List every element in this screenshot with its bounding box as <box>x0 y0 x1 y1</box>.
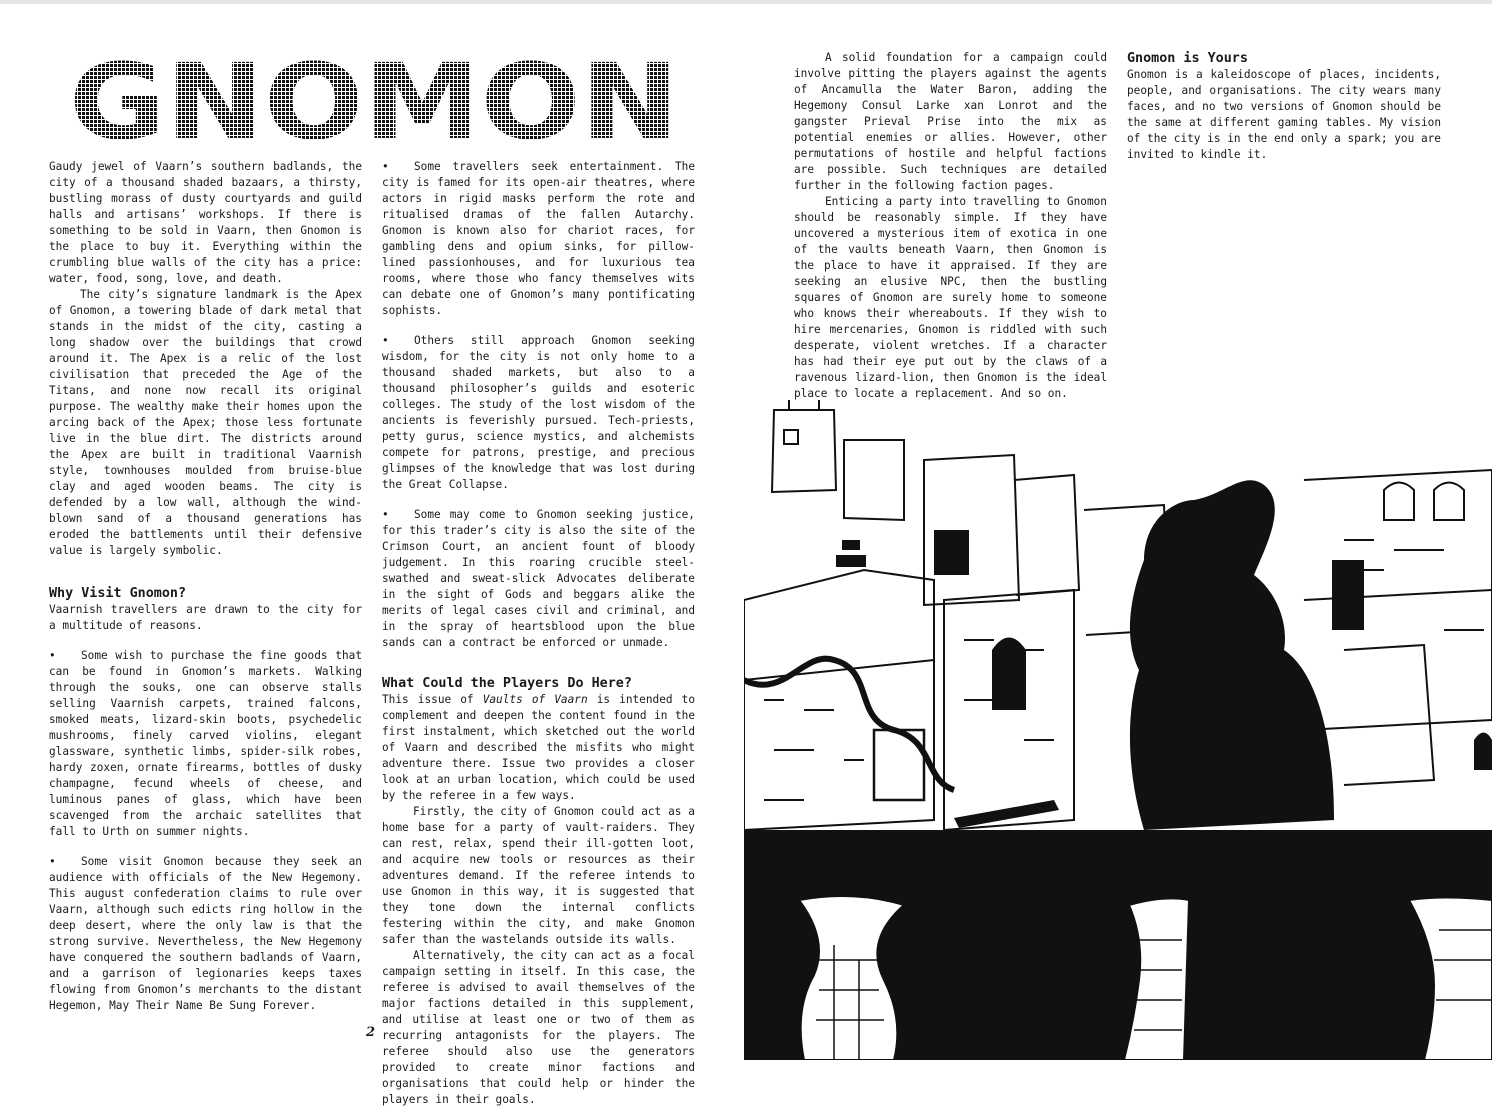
column-2 <box>382 159 695 1108</box>
bullet-item <box>382 333 695 493</box>
bullet-item <box>49 854 362 1014</box>
intro-paragraph-2: The city’s signature landmark is the Apex of Gnomon, a towering blade of dark metal that stands in the midst of the city, casting a long shadow over the buildings that crowd around it. The Apex is a relic of the lost civilisation that preceded the Age of the Titans, and none now recall its original purpose. The wealthy make their homes upon the arcing back of the Apex; those less fortunate live in the blue dirt. The districts around the Apex are built in traditional Vaarnish style, townhouses moulded from bruise-blue clay and aged wooden beams. The city is defended by a low wall, although the wind-blown sand of a thousand generations has eroded the battlements until their defensive value is largely symbolic. <box>49 288 362 557</box>
players-paragraph-5: Enticing a party into travelling to Gnomon should be reasonably simple. If they have uncovered a mysterious item of exotica in one of the vaults beneath Vaarn, then Gnomon is the place to have it appraised. If they are seeking an elusive NPC, then the bustling squares of Gnomon are surely home to someone who knows their whereabouts. If they wish to hire mercenaries, Gnomon is riddled with such desperate, violent wretches. If a character has had their eye put out by the claws of a ravenous lizard-lion, then Gnomon is the ideal place to locate a replacement. And so on. <box>794 195 1107 400</box>
players-paragraph-1 <box>382 692 695 804</box>
bullet-item <box>382 507 695 651</box>
bullet-icon: • <box>382 334 389 347</box>
column-4 <box>1127 50 1441 163</box>
bullet-text: Some may come to Gnomon seeking justice, for this trader’s city is also the site of the Crimson Court, an ancient fount of bloody judgement. In this roaring crucible steel-swathed and sweat-slick Advocates deliberate in the sight of Gods and beggars alike the merits of legal cases civil and criminal, and in the spray of heartsblood upon the blue sands can a contract be enforced or unmade. <box>382 508 695 649</box>
bullet-item <box>49 648 362 840</box>
why-visit-heading: Why Visit Gnomon? <box>49 586 187 601</box>
top-border <box>0 0 1492 4</box>
players-paragraph-3: Alternatively, the city can act as a focal campaign setting in itself. In this case, the referee is advised to avail themselves of the major factions detailed in this supplement, and utilise at least one or two of them as recurring antagonists for the players. The referee should also use the generators provided to create minor factions and organisations that could help or hinder the players in their goals. <box>382 949 695 1106</box>
city-scene-drawing <box>744 400 1492 1060</box>
title-graphic <box>62 52 687 152</box>
players-paragraph-4: A solid foundation for a campaign could involve pitting the players against the agents of Ancamulla the Water Baron, adding the Hegemony Consul Larke xan Lonrot and the gangster Prieval Prise into the mix as potential enemies or allies. However, other permutations of hostile and helpful factions are possible. Such techniques are detailed further in the following faction pages. <box>794 51 1107 192</box>
column-3 <box>794 50 1107 402</box>
bullet-icon: • <box>49 855 56 868</box>
bullet-item <box>382 159 695 319</box>
bullet-icon: • <box>49 649 56 662</box>
page-number: 2 <box>366 1025 376 1040</box>
column-1 <box>49 159 362 1014</box>
city-illustration <box>744 400 1492 1060</box>
page-title <box>62 52 687 152</box>
bullet-text: Some visit Gnomon because they seek an audience with officials of the New Hegemony. This august confederation claims to rule over Vaarn, although such edicts ring hollow in the deep desert, where the only law is that the strong survive. Nevertheless, the New Hegemony have conquered the southern badlands of Vaarn, and a garrison of legionaries keeps taxes flowing from Gnomon’s merchants to the distant Hegemon, May Their Name Be Sung Forever. <box>49 855 362 1012</box>
intro-paragraph-1: Gaudy jewel of Vaarn’s southern badlands, the city of a thousand shaded bazaars, a thirsty, bustling morass of dusty courtyards and guild halls and artisans’ workshops. If there is something to be sold in Vaarn, then Gnomon is the place to buy it. Everything within the crumbling blue walls of the city has a price: water, food, song, love, and death. <box>49 160 362 285</box>
bullet-text: Some wish to purchase the fine goods that can be found in Gnomon’s markets. Walking through the souks, one can observe stalls selling Vaarnish carpets, trained falcons, smoked meats, lizard-skin boots, psychedelic mushrooms, finely carved violins, elegant glassware, synthetic limbs, spider-silk robes, hardy zoxen, ornate firearms, bottles of dusky champagne, fecund wheels of cheese, and luminous panes of glass, which have been scavenged from the archaic satellites that fall to Urth on summer nights. <box>49 649 362 838</box>
bullet-icon: • <box>382 160 389 173</box>
why-visit-lead: Vaarnish travellers are drawn to the city for a multitude of reasons. <box>49 603 362 632</box>
bullet-icon: • <box>382 508 389 521</box>
publication-title: Vaults of Vaarn <box>482 693 588 706</box>
players-p1-start: This issue of <box>382 693 483 706</box>
players-paragraph-2: Firstly, the city of Gnomon could act as a home base for a party of vault-raiders. They can rest, relax, spend their ill-gotten loot, and acquire new tools or resources as their adventures demand. If the referee intends to use Gnomon in this way, it is suggested that they tone down the internal conflicts festering within the city, and make Gnomon safer than the wastelands outside its walls. <box>382 805 695 946</box>
yours-heading: Gnomon is Yours <box>1127 51 1248 66</box>
players-p1-end: is intended to complement and deepen the content found in the first instalment, which sketched out the world of Vaarn and described the misfits who might adventure there. Issue two provides a closer look at an urban location, which could be used by the referee in a few ways. <box>382 693 696 802</box>
players-heading: What Could the Players Do Here? <box>382 676 632 691</box>
bullet-text: Others still approach Gnomon seeking wisdom, for the city is not only home to a thousand shaded markets, but also to a thousand philosopher’s guilds and esoteric colleges. The study of the lost wisdom of the ancients is feverishly pursued. Tech-priests, petty gurus, science mystics, and alchemists compete for patrons, prestige, and precious glimpses of the knowledge that was lost during the Great Collapse. <box>382 334 695 491</box>
yours-paragraph: Gnomon is a kaleidoscope of places, incidents, people, and organisations. The city wears many faces, and no two versions of Gnomon should be the same at different gaming tables. My vision of the city is in the end only a spark; you are invited to kindle it. <box>1127 68 1441 161</box>
bullet-text: Some travellers seek entertainment. The city is famed for its open-air theatres, where actors in rigid masks perform the rote and ritualised dramas of the fallen Autarchy. Gnomon is known also for chariot races, for gambling dens and opium sinks, for pillow-lined passionhouses, and for luxurious tea rooms, where those who fancy themselves wits can debate one of Gnomon’s many pontificating sophists. <box>382 160 695 317</box>
